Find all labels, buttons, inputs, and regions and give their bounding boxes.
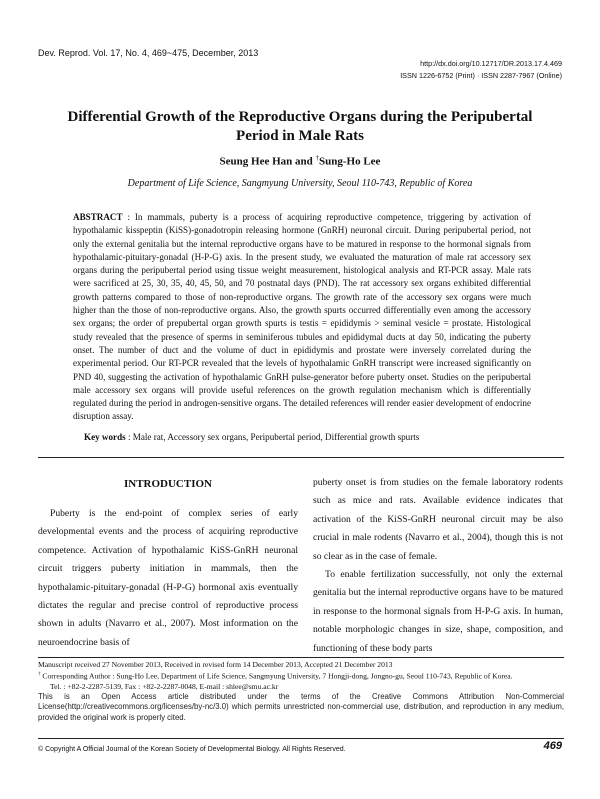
abstract bbox=[73, 211, 531, 424]
keywords bbox=[84, 432, 534, 442]
author-list bbox=[0, 154, 600, 168]
corresponding-author bbox=[38, 670, 564, 692]
page-number: 469 bbox=[543, 740, 562, 752]
contact-info: Tel. : +82-2-2287-5139, Fax : +82-2-2287-0048, E-mail : shlee@smu.ac.kr bbox=[50, 681, 279, 691]
manuscript-dates: Manuscript received 27 November 2013, Received in revised form 14 December 2013, Accepted 21 December 2013 bbox=[38, 660, 393, 669]
intro-paragraph: puberty onset is from studies on the female laboratory rodents such as mice and rats. Available evidence indicates that activation of the KiSS-GnRH neuronal circuit may be also crucial in male rodents (Navarro et al., 2004), though this is not so clear as in the case of female. bbox=[313, 477, 563, 562]
author-second: Sung-Ho Lee bbox=[319, 155, 381, 168]
doi-link[interactable]: http://dx.doi.org/10.12717/DR.2013.17.4.469 bbox=[420, 59, 562, 68]
copyright-notice: © Copyright A Official Journal of the Korean Society of Developmental Biology. All Rights Reserved. bbox=[38, 746, 346, 753]
section-heading-introduction: INTRODUCTION bbox=[123, 478, 212, 490]
author-first: Seung Hee Han and bbox=[219, 155, 316, 168]
intro-paragraph: To enable fertilization successfully, not only the external genitalia but the internal reproductive organs have to be matured in response to the hormonal signals from H-P-G axis. In human, notable morphologic changes in size, shape, composition, and functioning of these body parts bbox=[313, 569, 563, 654]
corresponding-mark: † bbox=[38, 672, 41, 677]
keywords-label: Key words bbox=[84, 432, 126, 442]
intro-left-column bbox=[38, 505, 298, 652]
open-access-notice: This is an Open Access article distributed under the terms of the Creative Commons Attribution Non-Commercial License(http://creativecommons.org/licenses/by-nc/3.0) which permits unrestricted non-commercial use, distribution, and reproduction in any medium, provided the original work is properly cited. bbox=[38, 692, 564, 722]
keywords-separator: : bbox=[125, 432, 133, 442]
divider bbox=[38, 657, 564, 658]
affiliation: Department of Life Science, Sangmyung University, Seoul 110-743, Republic of Korea bbox=[127, 178, 473, 189]
issn-line: ISSN 1226-6752 (Print) · ISSN 2287-7967 (Online) bbox=[400, 71, 562, 80]
divider bbox=[38, 457, 564, 458]
corresponding-mark: † bbox=[315, 154, 320, 162]
abstract-text: In mammals, puberty is a process of acquiring reproductive competence, triggering by activation of hypothalamic kisspeptin (KiSS)-gonadotropin releasing hormone (GnRH) neuronal circuit. During peripubertal period, not only the external genitalia but the internal reproductive organs have to be matured in response to the hormonal signals from hypothalamic-pituitary-gonadal (H-P-G) axis. In the present study, we evaluated the maturation of male rat accessory sex organs during the peripubertal period using tissue weight measurement, histological analysis and RT-PCR assay. Male rats were sacrificed at 25, 30, 35, 40, 45, 50, and 70 postnatal days (PND). The rat accessory sex organs exhibited differential growth patterns compared to those of non-reproductive organs. The growth rate of the accessory sex organs were much higher than the those of non-reproductive organs. Also, the growth spurts occurred differentially even among the accessory sex organs; the order of prepubertal organ growth spurts is testis = epididymis > seminal vesicle = prostate. Histological study revealed that the presence of sperms in seminiferous tubules and epididymal ducts at day 50, indicating the puberty onset. The number of duct and the volume of duct in epididymis and prostate were inversely correlated during the experimental period. Our RT-PCR revealed that the levels of hypothalamic GnRH transcript were increased significantly on PND 40, suggesting the activation of hypothalamic GnRH pulse-generator before puberty onset. Studies on the peripubertal male accessory sex organs will provide useful references on the growth regulation mechanism which is differentially regulated during the period in androgen-sensitive organs. The detailed references will render easier development of endocrine disruption assay. bbox=[73, 212, 531, 422]
abstract-separator: : bbox=[122, 212, 135, 222]
divider bbox=[38, 738, 564, 739]
keywords-text: Male rat, Accessory sex organs, Peripubertal period, Differential growth spurts bbox=[132, 432, 420, 442]
article-title: Differential Growth of the Reproductive Organs during the Peripubertal Period in Male Rats bbox=[67, 109, 533, 144]
journal-citation: Dev. Reprod. Vol. 17, No. 4, 469~475, December, 2013 bbox=[38, 48, 259, 58]
abstract-label: ABSTRACT bbox=[73, 212, 123, 222]
intro-paragraph: Puberty is the end-point of complex series of early developmental events and the process of acquiring reproductive competence. Activation of hypothalamic KiSS-GnRH neuronal circuit triggers puberty initiation in mammals, then the hypothalamic-pituitary-gonadal (H-P-G) hormonal axis eventually dictates the regular and precise control of reproductive process shown in adults (Navarro et al., 2007). Most information on the neuroendocrine basis of bbox=[38, 508, 298, 648]
intro-right-column bbox=[313, 474, 563, 658]
corresponding-text: Corresponding Author : Sung-Ho Lee, Department of Life Science, Sangmyung University, 7 Hongji-dong, Jongno-gu, Seoul 110-743, Republic of Korea. bbox=[40, 671, 513, 681]
